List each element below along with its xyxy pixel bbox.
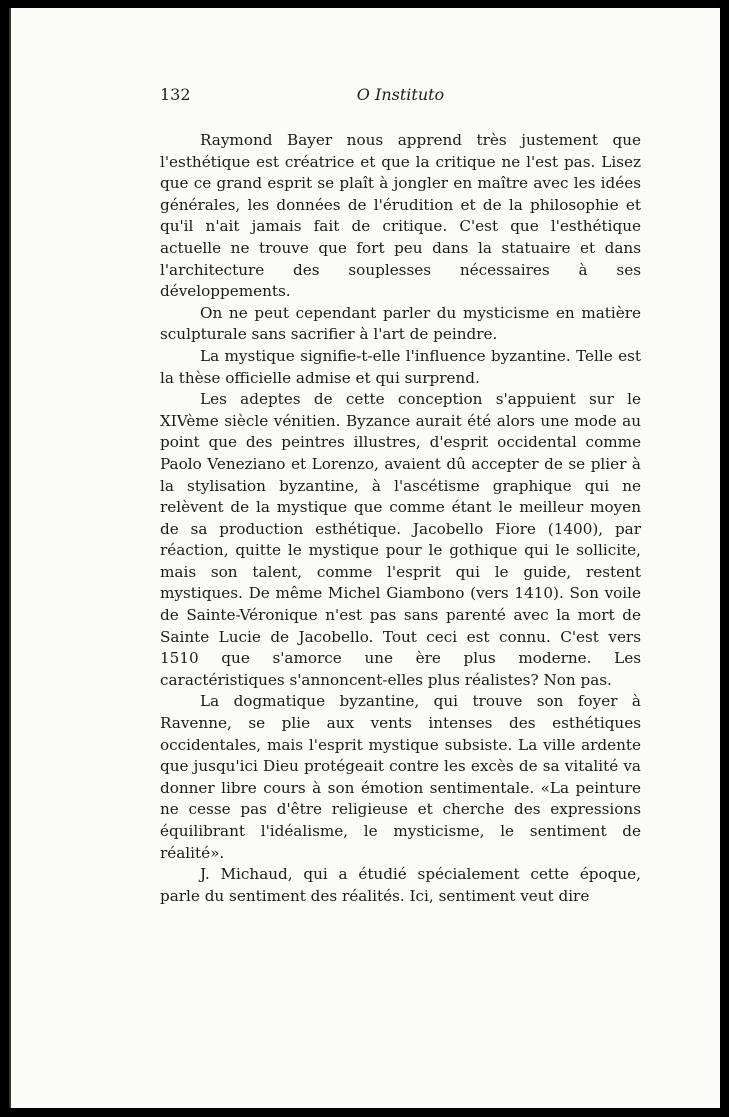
paragraph: La dogmatique byzantine, qui trouve son foyer à Ravenne, se plie aux vents intenses des esthétiques occidentales, mais l'esprit mystique subsiste. La ville ardente que jusqu'ici Dieu protégeait contre les excès de sa vitalité va donner libre cours à son émotion sentimentale. «La peinture ne cesse pas d'être religieuse et cherche des expressions équilibrant l'idéalisme, le mysticisme, le sentiment de réalité». bbox=[160, 692, 641, 862]
body-text bbox=[160, 130, 641, 907]
paragraph: La mystique signifie-t-elle l'influence byzantine. Telle est la thèse officielle admise et qui surprend. bbox=[160, 346, 641, 387]
page-number: 132 bbox=[160, 85, 191, 104]
page-header bbox=[160, 85, 641, 107]
paragraph: Raymond Bayer nous apprend très justement que l'esthétique est créatrice et que la critique ne l'est pas. Lisez que ce grand esprit se plaît à jongler en maître avec les idées générales, les données de l'érudition et de la philosophie et qu'il n'ait jamais fait de critique. C'est que l'esthétique actuelle ne trouve que fort peu dans la statuaire et dans l'architecture des souplesses nécessaires à ses développements. bbox=[160, 131, 641, 301]
running-title: O Instituto bbox=[356, 85, 445, 104]
paragraph: J. Michaud, qui a étudié spécialement cette époque, parle du sentiment des réalités. Ici, sentiment veut dire bbox=[160, 865, 641, 905]
paragraph: Les adeptes de cette conception s'appuient sur le XIVème siècle vénitien. Byzance aurait été alors une mode au point que des peintres illustres, d'esprit occidental comme Paolo Veneziano et Lorenzo, avaient dû accepter de se plier à la stylisation byzantine, à l'ascétisme graphique qui ne relèvent de la mystique que comme étant le meilleur moyen de sa production esthétique. Jacobello Fiore (1400), par réaction, quitte le mystique pour le gothique qui le sollicite, mais son talent, comme l'esprit qui le guide, restent mystiques. De même Michel Giambono (vers 1410). Son voile de Sainte-Véronique n'est pas sans parenté avec la mort de Sainte Lucie de Jacobello. Tout ceci est connu. C'est vers 1510 que s'amorce une ère plus moderne. Les caractéristiques s'annoncent-elles plus réalistes? Non pas. bbox=[160, 390, 641, 689]
paragraph: On ne peut cependant parler du mysticisme en matière sculpturale sans sacrifier à l'art de peindre. bbox=[160, 303, 641, 344]
